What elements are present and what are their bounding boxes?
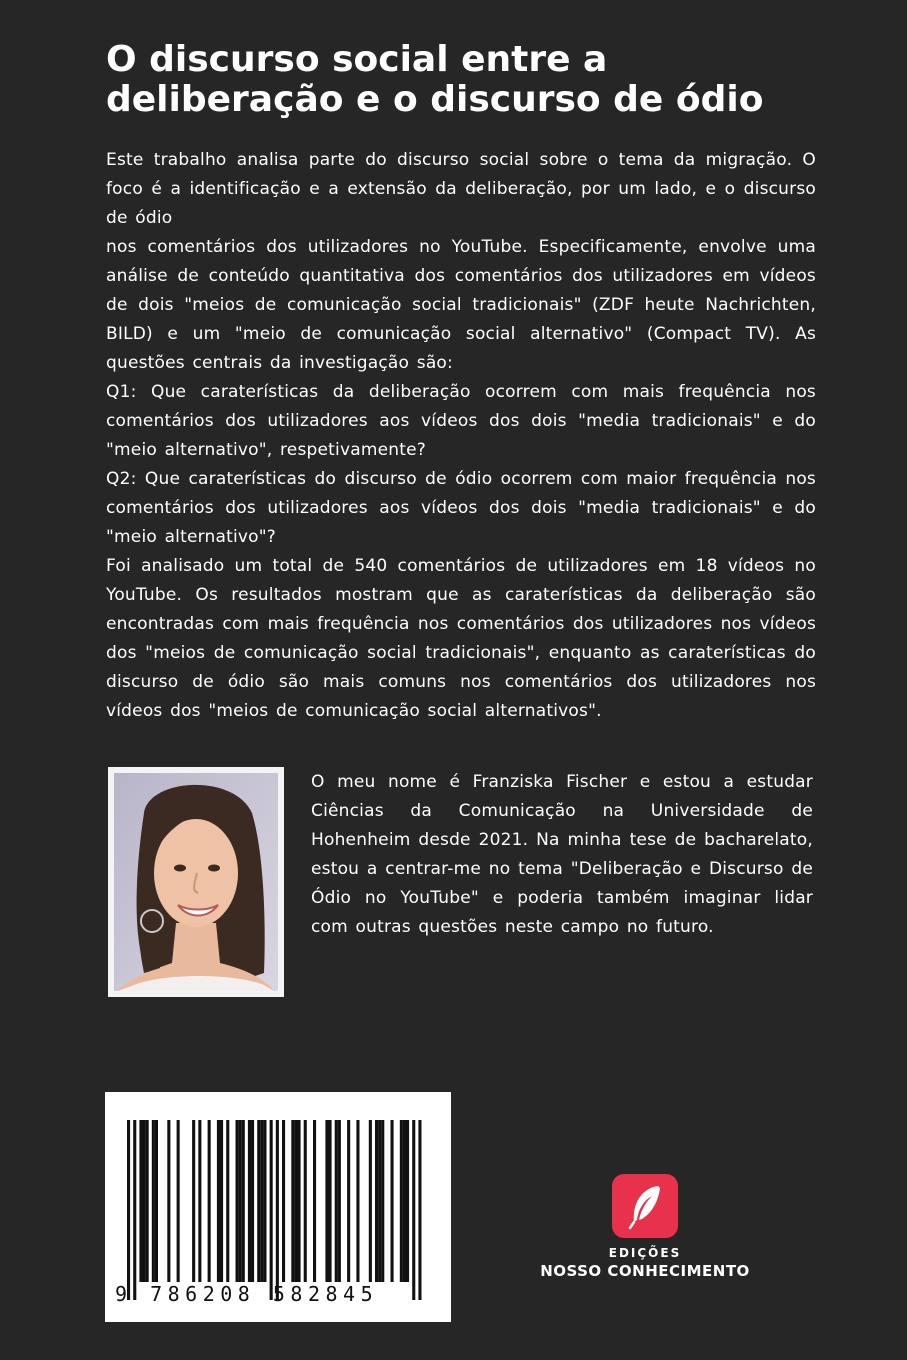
feather-icon bbox=[612, 1174, 678, 1238]
barcode-bar bbox=[260, 1120, 263, 1282]
barcode-bar bbox=[369, 1120, 372, 1282]
barcode-bar bbox=[391, 1120, 394, 1282]
publisher-name: NOSSO CONHECIMENTO bbox=[540, 1262, 750, 1280]
publisher-imprint: EDIÇÕES bbox=[608, 1246, 682, 1260]
barcode-bar bbox=[217, 1120, 220, 1282]
author-bio: O meu nome é Franziska Fischer e estou a estudar Ciências da Comunicação na Universidade de Hohenheim desde 2021. Na minha tese de bacharelato, estou a centrar-me no tema "Deliberação e Discurso de Ódio no YouTube" e poderia também imaginar lidar com outras questões neste campo no futuro. bbox=[311, 772, 813, 937]
barcode-bar bbox=[239, 1120, 242, 1282]
barcode-bar bbox=[347, 1120, 350, 1282]
publisher-block bbox=[530, 1174, 760, 1280]
barcode-bar bbox=[236, 1120, 239, 1282]
barcode-bar bbox=[248, 1120, 251, 1282]
barcode-bar bbox=[276, 1120, 279, 1300]
barcode-bar bbox=[400, 1120, 403, 1282]
barcode-bar bbox=[143, 1120, 146, 1282]
book-summary bbox=[106, 146, 816, 726]
barcode-bar bbox=[298, 1120, 301, 1282]
barcode-bar bbox=[133, 1120, 136, 1300]
isbn-barcode bbox=[105, 1092, 451, 1322]
barcode-bar bbox=[152, 1120, 155, 1282]
isbn-number: 9 786208 582845 bbox=[115, 1282, 379, 1306]
barcode-bar bbox=[263, 1120, 266, 1282]
barcode-bar bbox=[208, 1120, 211, 1282]
barcode-bar bbox=[418, 1120, 421, 1300]
barcode-bar bbox=[291, 1120, 294, 1282]
barcode-bar bbox=[381, 1120, 384, 1282]
barcode-bar bbox=[198, 1120, 201, 1282]
barcode-bar bbox=[139, 1120, 142, 1282]
book-title: O discurso social entre a deliberação e o discurso de ódio bbox=[106, 39, 764, 120]
barcode-bar bbox=[304, 1120, 307, 1282]
barcode-bar bbox=[226, 1120, 229, 1282]
barcode-bar bbox=[294, 1120, 297, 1282]
barcode-bar bbox=[155, 1120, 158, 1282]
barcode-bar bbox=[251, 1120, 254, 1282]
barcode-bar bbox=[257, 1120, 260, 1282]
barcode-bar bbox=[127, 1120, 130, 1300]
barcode-bar bbox=[146, 1120, 149, 1282]
barcode-bar bbox=[325, 1120, 328, 1282]
barcode-bar bbox=[378, 1120, 381, 1282]
barcode-bar bbox=[335, 1120, 338, 1282]
summary-paragraph: Foi analisado um total de 540 comentários de utilizadores em 18 vídeos no YouTube. Os resultados mostram que as caraterísticas da deliberação são encontradas com mais frequência nos comentários dos utilizadores nos vídeos dos "meios de comunicação social tradicionais", enquanto as caraterísticas do discurso de ódio são mais comuns nos comentários dos utilizadores nos vídeos dos "meios de comunicação social alternativos". bbox=[106, 556, 816, 721]
summary-paragraph: Q2: Que caraterísticas do discurso de ódio ocorrem com maior frequência nos comentários dos utilizadores aos vídeos dos dois "media tradicionais" e do "meio alternativo"? bbox=[106, 469, 816, 547]
barcode-bar bbox=[329, 1120, 332, 1282]
barcode-bar bbox=[375, 1120, 378, 1282]
barcode-bar bbox=[403, 1120, 406, 1282]
barcode-bar bbox=[177, 1120, 180, 1282]
barcode-bar bbox=[338, 1120, 341, 1282]
barcode-bar bbox=[282, 1120, 285, 1282]
summary-paragraph: Q1: Que caraterísticas da deliberação ocorrem com mais frequência nos comentários dos utilizadores aos vídeos dos dois "media tradicionais" e do "meio alternativo", respetivamente? bbox=[106, 382, 816, 460]
summary-paragraph: nos comentários dos utilizadores no YouTube. Especificamente, envolve uma análise de conteúdo quantitativa dos comentários dos utilizadores em vídeos de dois "meios de comunicação social tradicionais" (ZDF heute Nachrichten, BILD) e um "meio de comunicação social alternativo" (Compact TV). As questões centrais da investigação são: bbox=[106, 237, 816, 373]
barcode-bar bbox=[313, 1120, 316, 1282]
barcode-bar bbox=[167, 1120, 170, 1282]
barcode-bar bbox=[220, 1120, 223, 1282]
barcode-bar bbox=[406, 1120, 409, 1282]
summary-paragraph: Este trabalho analisa parte do discurso social sobre o tema da migração. O foco é a identificação e a extensão da deliberação, por um lado, e o discurso de ódio bbox=[106, 150, 816, 228]
barcode-bar bbox=[356, 1120, 359, 1282]
barcode-bar bbox=[192, 1120, 195, 1282]
author-photo bbox=[108, 767, 284, 997]
barcode-bar bbox=[270, 1120, 273, 1300]
barcode-bar bbox=[242, 1120, 245, 1282]
barcode-bar bbox=[412, 1120, 415, 1300]
